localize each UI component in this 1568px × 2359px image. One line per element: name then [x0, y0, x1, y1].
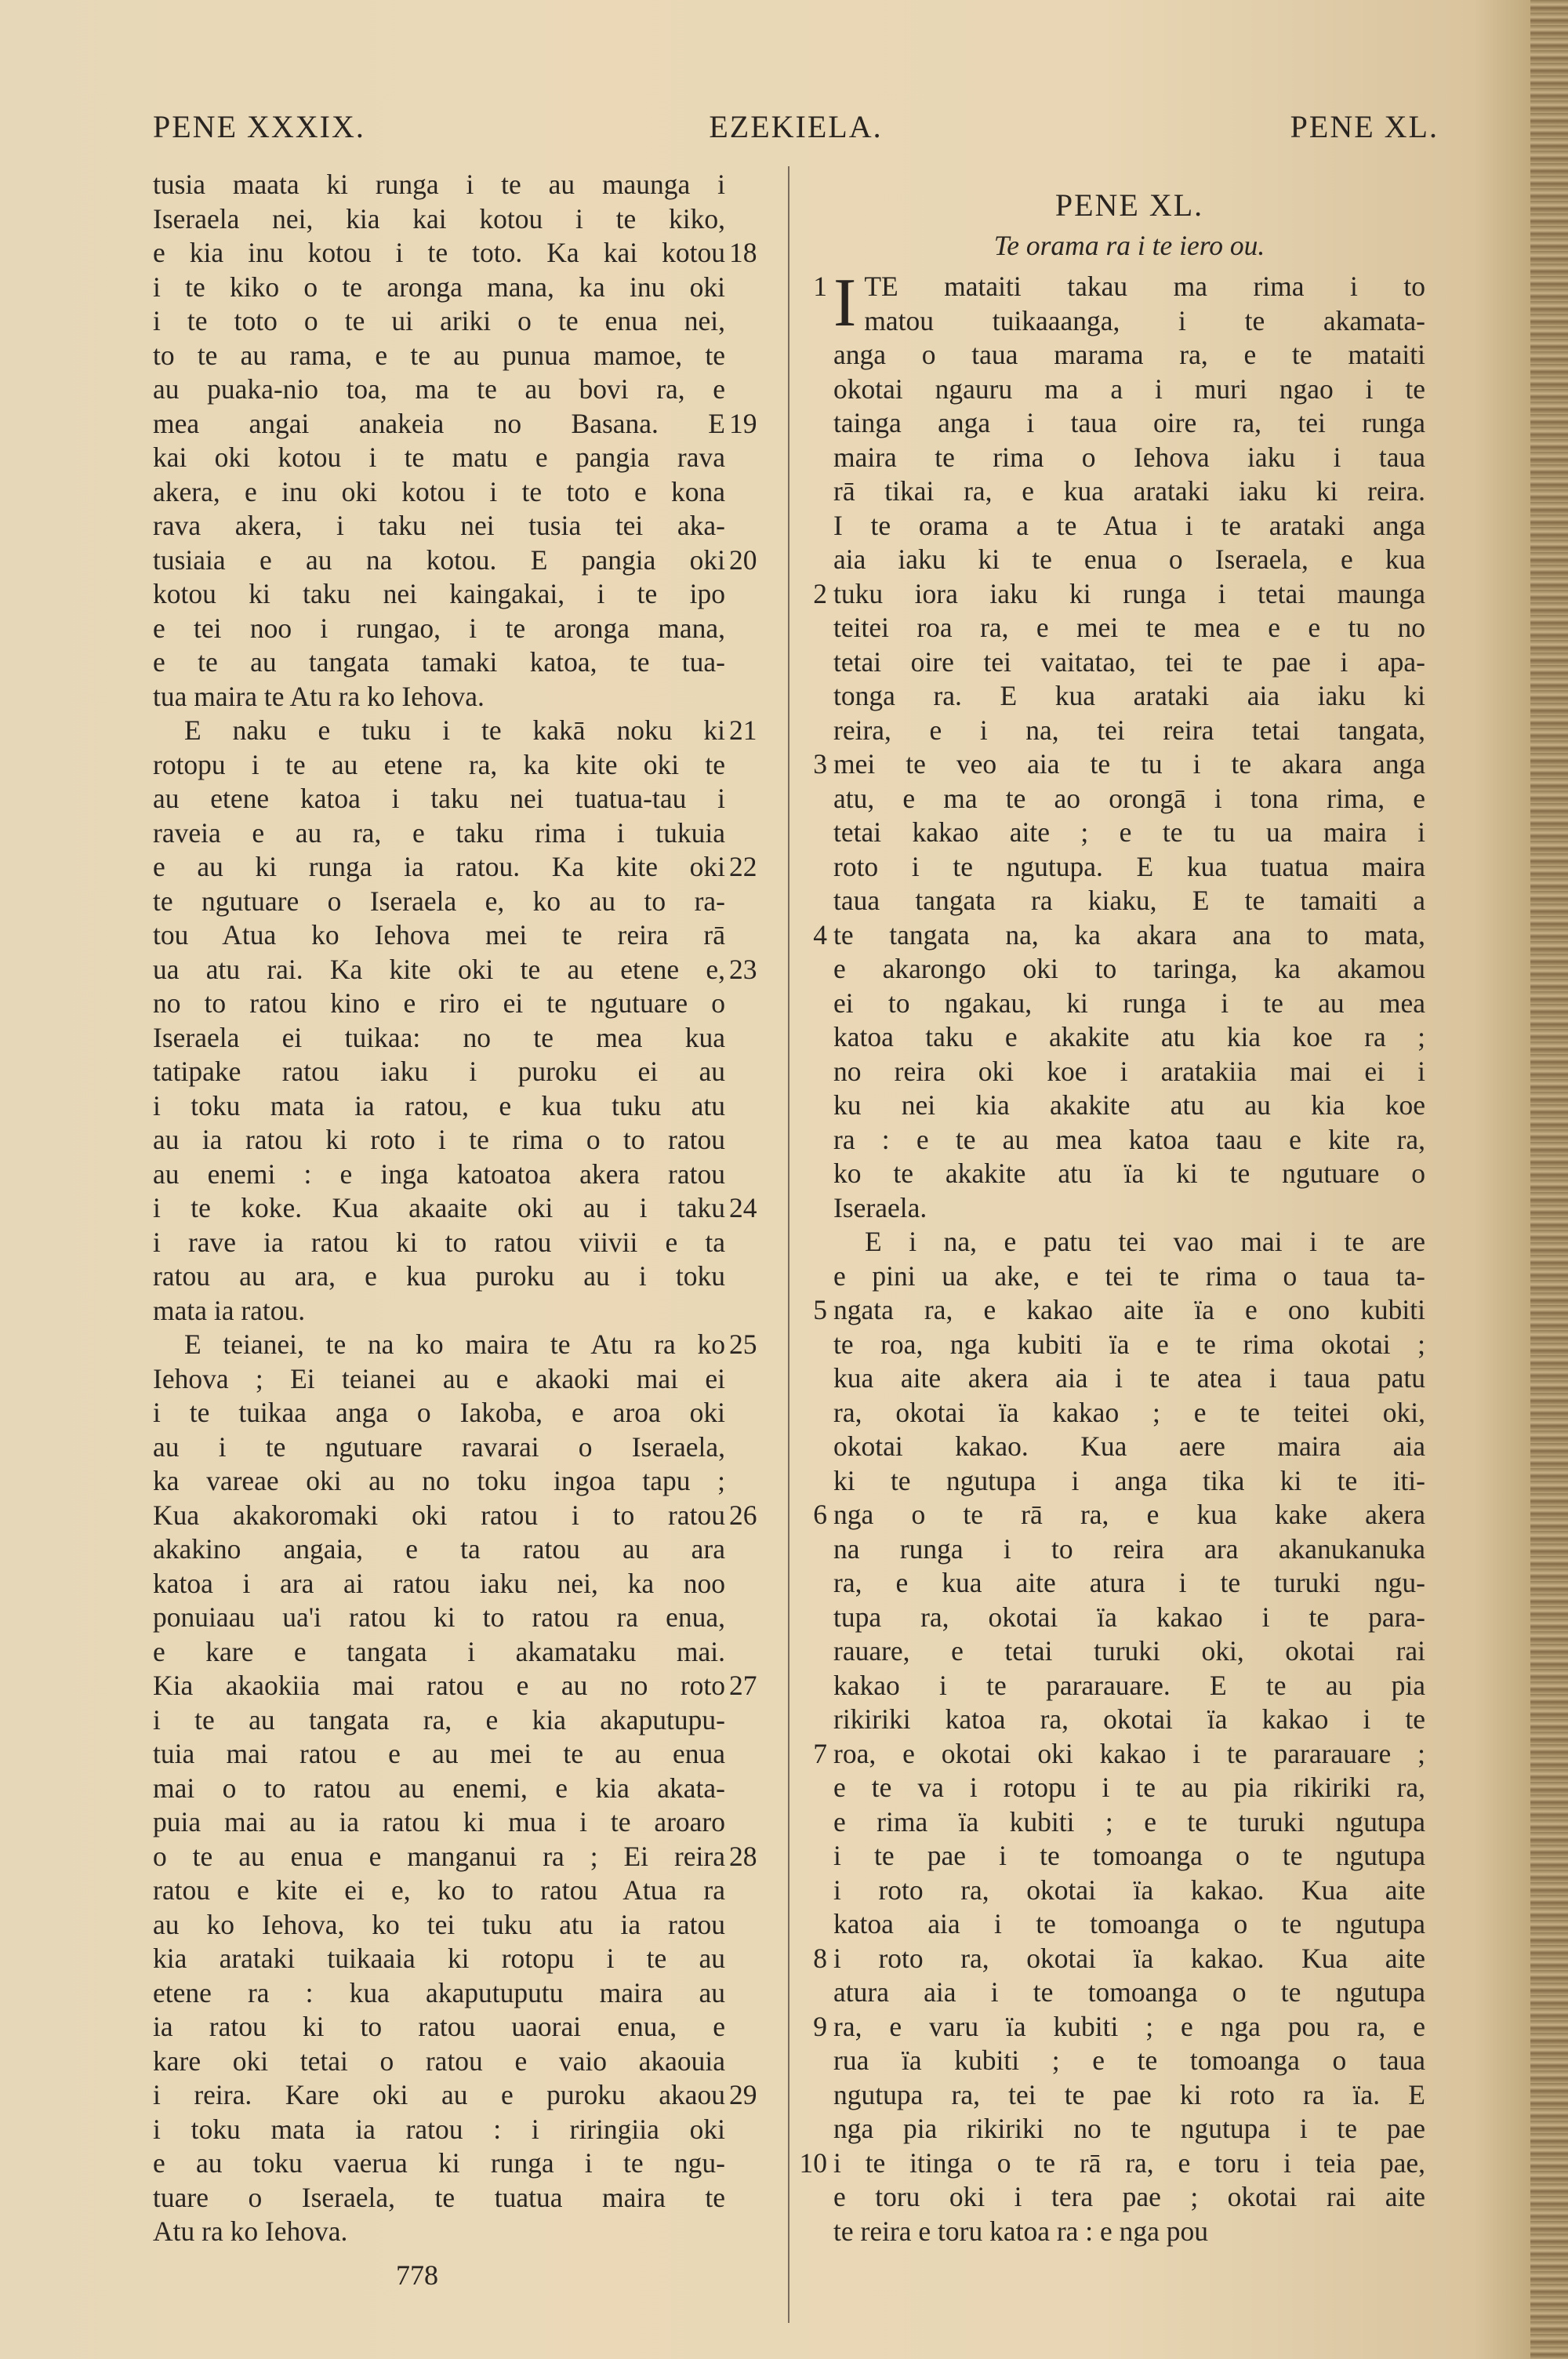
text-line: atura aia i te tomoanga o te ngutupa — [833, 1976, 1425, 2008]
text-line: e toru oki i tera pae ; okotai rai aite — [833, 2181, 1425, 2212]
text-line: katoa i ara ai ratou iaku nei, ka noo — [153, 1567, 725, 1599]
text-line: tonga ra. E kua arataki aia iaku ki — [833, 680, 1425, 711]
text-line: tupa ra, okotai ïa kakao i te para- — [833, 1601, 1425, 1633]
verse-number: 28 — [729, 1840, 757, 1872]
text-line: no to ratou kino e riro ei te ngutuare o — [153, 987, 725, 1019]
text-line: roa, e okotai oki kakao i te pararauare ; — [833, 1737, 1425, 1769]
text-line: ra, okotai ïa kakao ; e te teitei oki, — [833, 1396, 1425, 1428]
text-line: tetai kakao aite ; e te tu ua maira i — [833, 816, 1425, 848]
left-column — [153, 168, 725, 2249]
text-line: Iseraela. — [833, 1191, 927, 1223]
text-line: reira, e i na, tei reira tetai tangata, — [833, 714, 1425, 746]
text-line: mai o to ratou au enemi, e kia akata- — [153, 1772, 725, 1804]
text-line: ngata ra, e kakao aite ïa e ono kubiti — [833, 1294, 1425, 1325]
text-line: okotai kakao. Kua aere maira aia — [833, 1430, 1425, 1462]
text-line: ra : e te au mea katoa taau e kite ra, — [833, 1123, 1425, 1155]
text-line: ponuiaau ua'i ratou ki to ratou ra enua, — [153, 1601, 725, 1633]
verse-number: 29 — [729, 2079, 757, 2110]
text-line: i roto ra, okotai ïa kakao. Kua aite — [833, 1942, 1425, 1974]
text-line: mata ia ratou. — [153, 1294, 306, 1326]
page-edge — [1530, 0, 1568, 2359]
text-line: i te pae i te tomoanga o te ngutupa — [833, 1840, 1425, 1871]
text-line: i rave ia ratou ki to ratou viivii e ta — [153, 1226, 725, 1258]
text-line: teitei roa ra, e mei te mea e e tu no — [833, 612, 1425, 643]
text-line: rauare, e tetai turuki oki, okotai rai — [833, 1635, 1425, 1667]
text-line: maira te rima o Iehova iaku i taua — [833, 441, 1425, 473]
text-line: Kia akaokiia mai ratou e au no roto — [153, 1670, 725, 1701]
text-line: i te kiko o te aronga mana, ka inu oki — [153, 271, 725, 303]
text-line: etene ra : kua akaputuputu maira au — [153, 1976, 725, 2008]
text-line: au etene katoa i taku nei tuatua-tau i — [153, 783, 725, 814]
verse-number: 18 — [729, 237, 757, 268]
verse-number: 1 — [813, 271, 827, 302]
text-line: ratou e kite ei e, ko to ratou Atua ra — [153, 1874, 725, 1906]
text-line: raveia e au ra, e taku rima i tukuia — [153, 816, 725, 849]
text-line: rua ïa kubiti ; e te tomoanga o taua — [833, 2045, 1425, 2076]
page-number: 778 — [396, 2259, 438, 2291]
text-line: aia iaku ki te enua o Iseraela, e kua — [833, 543, 1425, 575]
chapter-subtitle: Te orama ra i te iero ou. — [993, 230, 1265, 261]
verse-number: 25 — [729, 1329, 757, 1360]
text-line: e kare e tangata i akamataku mai. — [153, 1635, 725, 1667]
header-right: PENE XL. — [1290, 109, 1439, 144]
verse-number: 9 — [813, 2010, 827, 2042]
verse-number: 20 — [729, 543, 757, 576]
verse-number: 2 — [813, 577, 827, 609]
chapter-title: PENE XL. — [1054, 187, 1204, 223]
text-line: Iehova ; Ei teianei au e akaoki mai ei — [153, 1362, 725, 1394]
text-line: Iseraela ei tuikaa: no te mea kua — [153, 1021, 725, 1053]
text-line: kia arataki tuikaaia ki rotopu i te au — [153, 1943, 725, 1974]
text-line: akakino angaia, e ta ratou au ara — [153, 1533, 725, 1565]
text-line: e kia inu kotou i te toto. Ka kai kotou — [153, 237, 725, 268]
text-line: kua aite akera aia i te atea i taua patu — [833, 1362, 1425, 1394]
text-line: rikiriki katoa ra, okotai ïa kakao i te — [833, 1703, 1425, 1735]
running-header — [153, 108, 1439, 155]
verse-number: 3 — [813, 748, 827, 780]
text-line: e tei noo i rungao, i te aronga mana, — [153, 612, 725, 644]
text-line: au puaka-nio toa, ma te au bovi ra, e — [153, 373, 725, 405]
text-line: e rima ïa kubiti ; e te turuki ngutupa — [833, 1805, 1425, 1837]
verse-number: 26 — [729, 1499, 757, 1531]
text-line: ra, e varu ïa kubiti ; e nga pou ra, e — [833, 2010, 1425, 2042]
text-line: ra, e kua aite atura i te turuki ngu- — [833, 1567, 1425, 1598]
text-line: i roto ra, okotai ïa kakao. Kua aite — [833, 1874, 1425, 1906]
text-line: matou tuikaaanga, i te akamata- — [864, 304, 1425, 336]
text-line: mea angai anakeia no Basana. E — [153, 407, 725, 439]
text-line: katoa aia i te tomoanga o te ngutupa — [833, 1908, 1425, 1939]
text-line: no reira oki koe i aratakiia mai ei i — [833, 1055, 1425, 1087]
text-line: katoa taku e akakite atu kia koe ra ; — [833, 1021, 1425, 1052]
text-line: i te tuikaa anga o Iakoba, e aroa oki — [153, 1397, 725, 1428]
text-line: au ko Iehova, ko tei tuku atu ia ratou — [153, 1908, 725, 1940]
text-line: i reira. Kare oki au e puroku akaou — [153, 2079, 725, 2110]
verse-number: 24 — [729, 1192, 757, 1223]
verse-number: 22 — [729, 851, 757, 882]
text-line: ei to ngakau, ki runga i te au mea — [833, 987, 1425, 1019]
text-line: kai oki kotou i te matu e pangia rava — [153, 442, 725, 473]
text-line: au enemi : e inga katoatoa akera ratou — [153, 1158, 725, 1190]
text-line: ia ratou ki to ratou uaorai enua, e — [153, 2011, 725, 2042]
text-line: o te au enua e manganui ra ; Ei reira — [153, 1840, 725, 1872]
text-line: i te au tangata ra, e kia akaputupu- — [153, 1703, 725, 1736]
text-line: kotou ki taku nei kaingakai, i te ipo — [153, 578, 725, 609]
text-line: taua tangata ra kiaku, E te tamaiti a — [833, 885, 1425, 916]
text-line: ngutupa ra, tei te pae ki roto ra ïa. E — [833, 2078, 1425, 2110]
text-line: kakao i te pararauare. E te au pia — [833, 1669, 1425, 1701]
text-line: rā tikai ra, e kua arataki iaku ki reira. — [833, 475, 1425, 507]
verse-number: 8 — [813, 1942, 827, 1974]
chapter-opening — [833, 265, 1425, 341]
text-line: Kua akakoromaki oki ratou i to ratou — [153, 1499, 725, 1531]
text-line: te reira e toru katoa ra : e nga pou — [833, 2215, 1209, 2247]
text-line: ko te akakite atu ïa ki te ngutuare o — [833, 1158, 1425, 1189]
text-line: tua maira te Atu ra ko Iehova. — [153, 680, 485, 712]
text-line: i te toto o te ui ariki o te enua nei, — [153, 305, 725, 336]
text-line: tusia maata ki runga i te au maunga i — [153, 169, 725, 200]
text-line: te tangata na, ka akara ana to mata, — [833, 918, 1425, 951]
text-line: TE mataiti takau ma rima i to — [864, 271, 1425, 302]
text-line: rotopu i te au etene ra, ka kite oki te — [153, 748, 725, 780]
header-left: PENE XXXIX. — [153, 109, 365, 144]
text-line: e au ki runga ia ratou. Ka kite oki — [153, 851, 725, 882]
right-column — [833, 168, 1425, 2248]
text-line: tatipake ratou iaku i puroku ei au — [153, 1056, 725, 1087]
text-line: na runga i to reira ara akanukanuka — [833, 1532, 1425, 1565]
text-line: au ia ratou ki roto i te rima o to ratou — [153, 1124, 725, 1155]
text-line: mei te veo aia te tu i te akara anga — [833, 748, 1425, 780]
text-line: i toku mata ia ratou : i riringiia oki — [153, 2113, 725, 2145]
text-line: ua atu rai. Ka kite oki te au etene e, — [153, 953, 725, 985]
verse-number: 5 — [813, 1294, 827, 1325]
verse-number: 4 — [813, 918, 827, 951]
text-line: tuia mai ratou e au mei te au enua — [153, 1738, 725, 1769]
verse-number: 6 — [813, 1499, 827, 1530]
verse-number: 19 — [729, 407, 757, 439]
verse-number: 21 — [729, 714, 757, 746]
text-line: ku nei kia akakite atu au kia koe — [833, 1089, 1425, 1121]
text-line: ratou au ara, e kua puroku au i toku — [153, 1260, 725, 1292]
text-line: akera, e inu oki kotou i te toto e kona — [153, 475, 725, 507]
verse-number: 7 — [813, 1737, 827, 1769]
text-line: I te orama a te Atua i te arataki anga — [833, 509, 1425, 541]
text-line: i toku mata ia ratou, e kua tuku atu — [153, 1089, 725, 1121]
text-line: atu, e ma te ao orongā i tona rima, e — [833, 782, 1425, 814]
text-line: te ngutuare o Iseraela e, ko au to ra- — [153, 885, 725, 917]
text-line: E i na, e patu tei vao mai i te are — [865, 1226, 1425, 1257]
text-line: kare oki tetai o ratou e vaio akaouia — [153, 2045, 725, 2077]
text-line: tainga anga i taua oire ra, tei runga — [833, 407, 1425, 438]
text-line: Atu ra ko Iehova. — [153, 2215, 348, 2247]
text-line: i te koke. Kua akaaite oki au i taku — [153, 1192, 725, 1223]
text-line: e au toku vaerua ki runga i te ngu- — [153, 2147, 725, 2179]
text-line: to te au rama, e te au punua mamoe, te — [153, 339, 725, 371]
text-line: ka vareae oki au no toku ingoa tapu ; — [153, 1465, 725, 1496]
text-line: e akarongo oki to taringa, ka akamou — [833, 953, 1425, 984]
text-line: tuare o Iseraela, te tuatua maira te — [153, 2181, 725, 2213]
text-line: e te va i rotopu i te au pia rikiriki ra, — [833, 1772, 1425, 1803]
text-line: e pini ua ake, e tei te rima o taua ta- — [833, 1259, 1425, 1292]
verse-number: 27 — [729, 1670, 757, 1701]
drop-cap: I — [833, 265, 857, 341]
text-line: tou Atua ko Iehova mei te reira rā — [153, 919, 725, 951]
text-line: okotai ngauru ma a i muri ngao i te — [833, 373, 1425, 405]
text-line: E teianei, te na ko maira te Atu ra ko — [184, 1329, 725, 1360]
text-line: tuku iora iaku ki runga i tetai maunga — [833, 577, 1425, 609]
text-line: E naku e tuku i te kakā noku ki — [184, 714, 725, 746]
column-divider — [788, 166, 789, 2323]
verse-number: 23 — [729, 953, 757, 985]
verse-number: 10 — [799, 2146, 827, 2179]
text-line: te roa, nga kubiti ïa e te rima okotai ; — [833, 1328, 1425, 1360]
text-line: ki te ngutupa i anga tika ki te iti- — [833, 1464, 1425, 1496]
text-line: anga o taua marama ra, e te mataiti — [833, 339, 1425, 370]
text-line: e te au tangata tamaki katoa, te tua- — [153, 646, 725, 678]
text-line: tusiaia e au na kotou. E pangia oki — [153, 543, 725, 576]
text-line: roto i te ngutupa. E kua tuatua maira — [833, 850, 1425, 882]
text-line: puia mai au ia ratou ki mua i te aroaro — [153, 1806, 725, 1837]
text-line: Iseraela nei, kia kai kotou i te kiko, — [153, 202, 725, 234]
text-line: au i te ngutuare ravarai o Iseraela, — [153, 1430, 725, 1463]
text-line: i te itinga o te rā ra, e toru i teia pae, — [833, 2146, 1425, 2179]
text-line: tetai oire tei vaitatao, tei te pae i apa- — [833, 645, 1425, 678]
text-line: nga o te rā ra, e kua kake akera — [833, 1499, 1425, 1530]
header-title: EZEKIELA. — [709, 109, 883, 144]
text-line: rava akera, i taku nei tusia tei aka- — [153, 510, 725, 541]
text-line: nga pia rikiriki no te ngutupa i te pae — [833, 2113, 1425, 2144]
